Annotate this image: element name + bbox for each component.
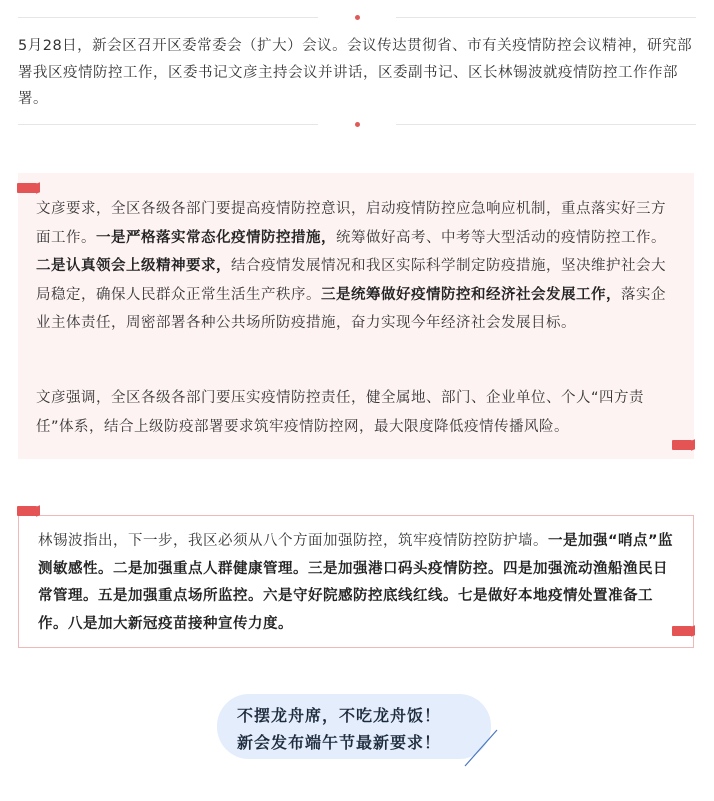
wenyan-emphasis-paragraph: 文彦强调，全区各级各部门要压实疫情防控责任，健全属地、部门、企业单位、个人“四方责任”体系，结合上级防疫部署要求筑牢疫情防控网，最大限度降低疫情传播风险。	[36, 390, 645, 435]
divider-dot	[355, 15, 360, 20]
related-article-title-line1: 不摆龙舟席，不吃龙舟饭！	[237, 706, 442, 725]
flag-icon	[672, 440, 692, 450]
wenyan-text-run: 结合疫情发展情况和我区实际科学制定防疫措施，坚决维护社会大局稳定，确保人民群众正常生活生产秩序。	[36, 258, 666, 303]
divider-dot	[355, 122, 360, 127]
related-article-link[interactable]	[217, 694, 491, 759]
wenyan-requirements-paragraph	[36, 195, 680, 338]
wenyan-text-run: 统筹做好高考、中考等大型活动的疫情防控工作。	[336, 229, 666, 246]
intro-paragraph: 5月28日，新会区召开区委常委会（扩大）会议。会议传达贯彻省、市有关疫情防控会议精神，研究部署我区疫情防控工作，区委书记文彦主持会议并讲话，区委副书记、区长林锡波就疫情防控工作作部署。	[18, 38, 693, 107]
wenyan-text-run: 落实企业主体责任，周密部署各种公共场所防疫措施，奋力实现今年经济社会发展目标。	[36, 286, 666, 331]
linxibo-bold-run: 一是加强“哨点”监测敏感性。二是加强重点人群健康管理。三是加强港口码头疫情防控。四是加强流动渔船渔民日常管理。五是加强重点场所监控。六是守好院感防控底线红线。七是做好本地疫情处置准备工作。八是加大新冠疫苗接种宣传力度。	[38, 533, 674, 632]
linxibo-measures-paragraph	[38, 528, 678, 638]
top-divider	[18, 17, 696, 18]
mid-divider	[18, 124, 696, 125]
wenyan-bold-run: 一是严格落实常态化疫情防控措施，	[96, 229, 336, 246]
slash-decoration-icon	[463, 728, 499, 768]
flag-icon	[17, 183, 37, 193]
wenyan-bold-run: 二是认真领会上级精神要求，	[36, 258, 231, 274]
quote-box-wenyan	[18, 173, 694, 459]
flag-icon	[672, 626, 692, 636]
linxibo-text-run: 林锡波指出，下一步，我区必须从八个方面加强防控，筑牢疫情防控防护墙。	[38, 533, 548, 549]
wenyan-bold-run: 三是统筹做好疫情防控和经济社会发展工作，	[321, 286, 621, 303]
related-article-title-line2: 新会发布端午节最新要求！	[237, 733, 442, 752]
wenyan-text-run: 文彦要求，全区各级各部门要提高疫情防控意识，启动疫情防控应急响应机制，重点落实好三方面工作。	[36, 201, 666, 246]
quote-box-linxibo	[18, 515, 694, 648]
flag-icon	[17, 506, 37, 516]
